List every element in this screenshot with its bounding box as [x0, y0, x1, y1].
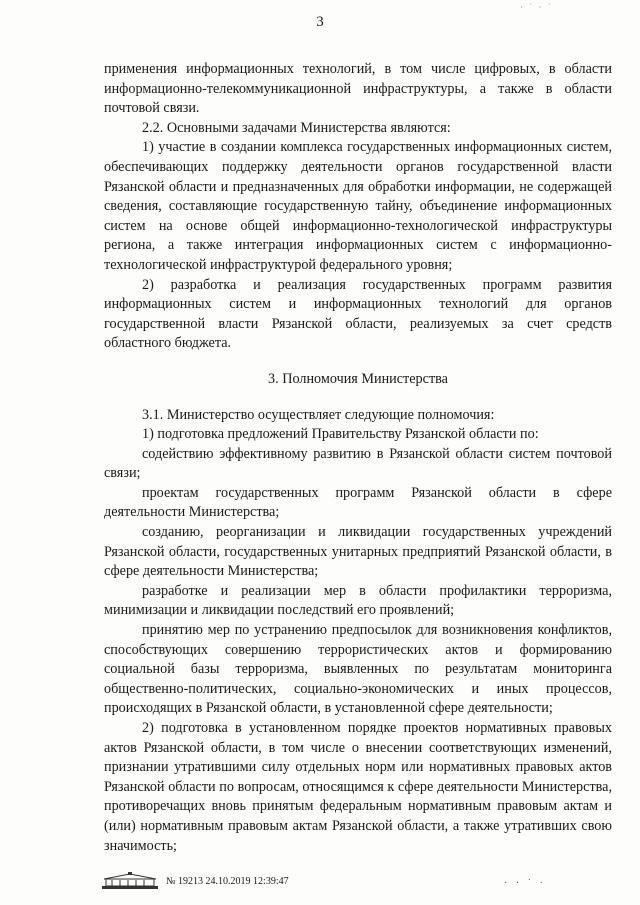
registration-stamp: № 19213 24.10.2019 12:39:47	[166, 875, 289, 887]
document-body	[104, 60, 612, 856]
paragraph: принятию мер по устранению предпосылок для возникновения конфликтов, способствующих совершению террористических актов и формированию социальной базы терроризма, выявленных по результатам мониторинга общественно-политических, социально-экономических и иных процессов, происходящих в Рязанской области, в установленной сфере деятельности;	[104, 622, 612, 717]
paragraph: 1) подготовка предложений Правительству Рязанской области по:	[142, 426, 539, 443]
paragraph: 2.2. Основными задачами Министерства являются:	[142, 119, 451, 136]
paragraph: применения информационных технологий, в том числе цифровых, в области информационно-телекоммуникационной инфраструктуры, а также в области почтовой связи.	[104, 61, 612, 117]
paragraph: 1) участие в создании комплекса государственных информационных систем, обеспечивающих поддержку деятельности органов государственной власти Рязанской области и предназначенных для обработки информации, не содержащей сведения, составляющие государственную тайну, объединение информационных систем на основе общей информационно-технологической инфраструктуры региона, а также интеграция информационных систем с информационно-технологической инфраструктурой федерального уровня;	[104, 139, 612, 273]
paragraph: содействию эффективному развитию в Рязанской области систем почтовой связи;	[104, 445, 612, 482]
paragraph: разработке и реализации мер в области профилактики терроризма, минимизации и ликвидации последствий его проявлений;	[104, 582, 612, 619]
paragraph: проектам государственных программ Рязанской области в сфере деятельности Министерства;	[104, 484, 612, 521]
paragraph: 2) подготовка в установленном порядке проектов нормативных правовых актов Рязанской области, в том числе о внесении соответствующих изменений, признании утратившими силу отдельных норм или нормативных правовых актов Рязанской области по вопросам, относящимся к сфере деятельности Министерства, противоречащих вновь принятым федеральным нормативным правовым актам и (или) нормативным правовым актам Рязанской области, а также утративших свою значимость;	[104, 720, 612, 854]
scan-specks: · · ˙ ·	[504, 878, 546, 889]
building-emblem-icon	[100, 872, 160, 890]
paragraph: 2) разработка и реализация государственных программ развития информационных систем и информационных технологий для органов государственной власти Рязанской области, реализуемых за счет средств областного бюджета.	[104, 276, 612, 352]
page-number: 3	[316, 14, 324, 30]
paragraph: 3.1. Министерство осуществляет следующие полномочия:	[142, 406, 495, 423]
document-footer	[100, 872, 289, 890]
paragraph: созданию, реорганизации и ликвидации государственных учреждений Рязанской области, государственных унитарных предприятий Рязанской области, в сфере деятельности Министерства;	[104, 524, 612, 580]
section-heading: 3. Полномочия Министерства	[268, 370, 448, 387]
scan-specks: · ˙ · ˙	[520, 2, 553, 12]
